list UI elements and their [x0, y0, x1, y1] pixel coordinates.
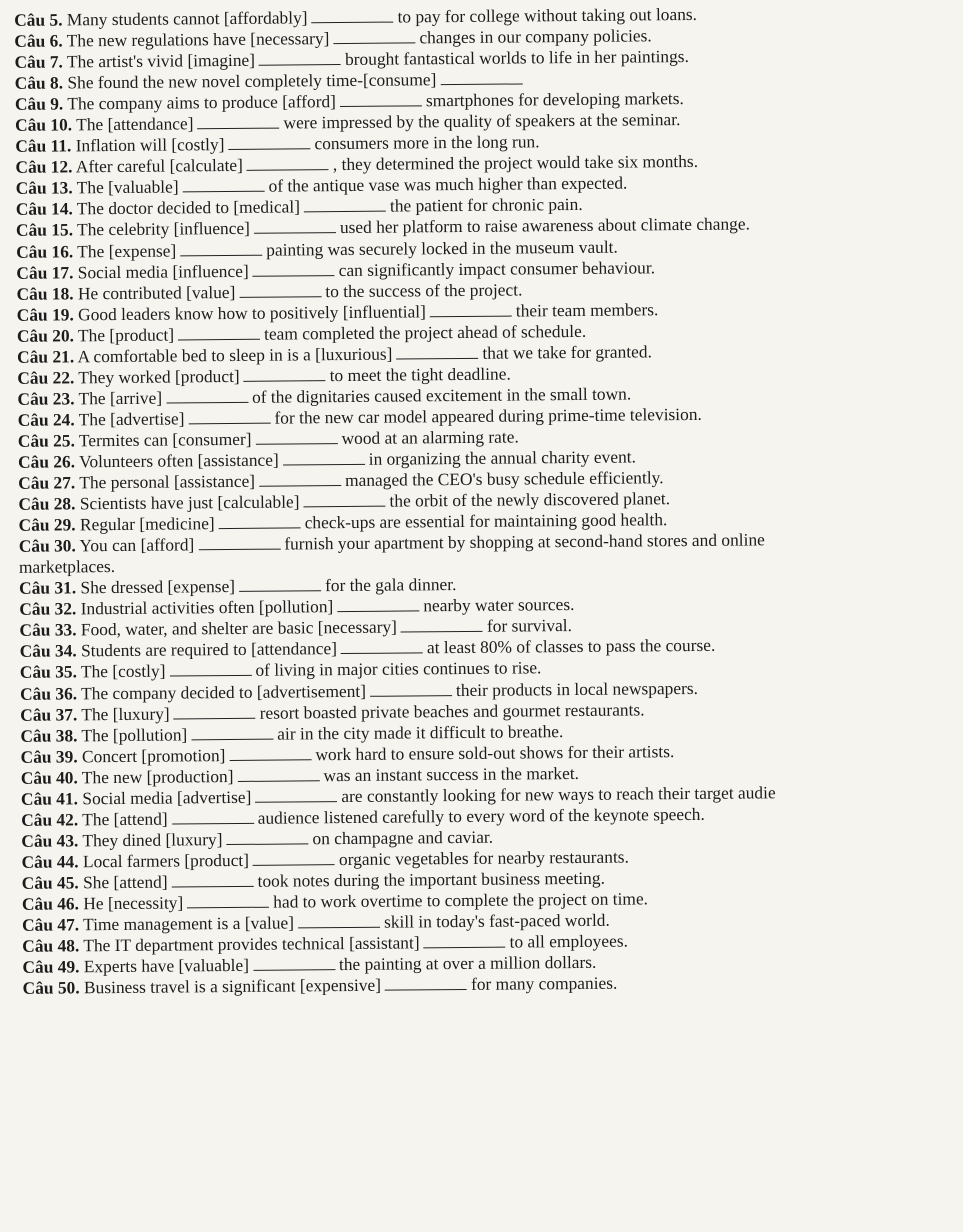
question-text-after: for the new car model appeared during prime-time television.	[274, 403, 702, 428]
question-number: Câu 6.	[14, 30, 63, 51]
answer-blank[interactable]	[188, 410, 270, 425]
question-number: Câu 10.	[15, 114, 73, 136]
question-text-before: The [expense]	[77, 239, 177, 261]
question-number: Câu 17.	[16, 261, 74, 283]
answer-blank[interactable]	[340, 93, 422, 108]
question-text-after: changes in our company policies.	[419, 25, 652, 48]
question-text-before: Food, water, and shelter are basic [necessary]	[80, 616, 398, 640]
question-number: Câu 43.	[21, 830, 79, 851]
answer-blank[interactable]	[169, 662, 251, 677]
question-text-after: that we take for granted.	[482, 341, 652, 363]
question-number: Câu 12.	[15, 156, 73, 178]
question-text-after: the painting at over a million dollars.	[338, 951, 597, 975]
answer-blank[interactable]	[259, 51, 341, 66]
answer-blank[interactable]	[239, 283, 321, 298]
question-text-before: Time management is a [value]	[83, 912, 295, 935]
question-number: Câu 35.	[19, 661, 77, 683]
answer-blank[interactable]	[255, 430, 337, 445]
question-text-after: managed the CEO's busy schedule efficiently.	[344, 467, 664, 491]
question-number: Câu 42.	[21, 809, 79, 830]
question-text-after: to pay for college without taking out loans.	[397, 3, 698, 27]
question-text-before: He [necessity]	[83, 892, 184, 914]
question-number: Câu 11.	[15, 135, 72, 157]
question-text-before: Social media [influence]	[77, 260, 249, 282]
question-text-after: audience listened carefully to every word of the keynote speech.	[257, 803, 705, 828]
answer-blank[interactable]	[229, 746, 311, 761]
question-text-after: work hard to ensure sold-out shows for their artists.	[315, 740, 675, 764]
answer-blank[interactable]	[172, 810, 254, 825]
question-text-before: The [pollution]	[81, 723, 188, 745]
question-text-after: the orbit of the newly discovered planet.	[389, 488, 671, 511]
answer-blank[interactable]	[172, 873, 254, 888]
question-number: Câu 48.	[22, 935, 80, 956]
answer-blank[interactable]	[239, 577, 321, 592]
question-list	[14, 2, 958, 999]
answer-blank[interactable]	[341, 640, 423, 655]
question-number: Câu 23.	[17, 388, 75, 409]
question-text-before: Business travel is a significant [expensive]	[83, 974, 382, 998]
question-text-before: The company aims to produce [afford]	[67, 91, 337, 114]
question-text-after: to all employees.	[509, 930, 628, 952]
answer-blank[interactable]	[401, 618, 483, 633]
question-text-after: consumers more in the long run.	[314, 131, 540, 154]
question-text-before: Regular [medicine]	[79, 513, 215, 535]
answer-blank[interactable]	[255, 788, 337, 803]
question-number: Câu 5.	[14, 9, 63, 30]
question-text-before: She dressed [expense]	[80, 576, 236, 598]
question-number: Câu 25.	[17, 430, 75, 451]
answer-blank[interactable]	[253, 262, 335, 277]
question-text-after: air in the city made it difficult to breathe.	[277, 720, 564, 744]
question-text-before: Industrial activities often [pollution]	[80, 596, 334, 619]
question-number: Câu 45.	[21, 872, 79, 893]
answer-blank[interactable]	[303, 493, 385, 508]
question-number: Câu 50.	[22, 977, 80, 998]
question-text-after: for survival.	[486, 615, 573, 637]
question-text-after: wood at an alarming rate.	[341, 426, 519, 448]
question-text-before: Many students cannot [affordably]	[66, 7, 308, 30]
answer-blank[interactable]	[333, 29, 415, 44]
question-number: Câu 27.	[18, 472, 76, 493]
question-number: Câu 20.	[16, 325, 75, 346]
answer-blank[interactable]	[198, 536, 280, 551]
question-text-before: The celebrity [influence]	[76, 218, 251, 240]
question-text-before: The personal [assistance]	[79, 470, 256, 493]
question-text-before: She found the new novel completely time-[consume]	[67, 69, 437, 93]
question-number: Câu 29.	[18, 514, 76, 535]
question-text-before: After careful [calculate]	[75, 155, 243, 177]
question-number: Câu 8.	[14, 72, 64, 94]
question-number: Câu 26.	[17, 451, 76, 472]
question-text-after: of the dignitaries caused excitement in the small town.	[251, 383, 632, 407]
question-text-before: Local farmers [product]	[82, 849, 250, 872]
question-text-before: The [advertise]	[78, 408, 185, 430]
question-number: Câu 19.	[16, 304, 74, 325]
question-number: Câu 49.	[22, 956, 80, 977]
question-number: Câu 22.	[17, 367, 75, 388]
question-text-after: smartphones for developing markets.	[425, 88, 684, 111]
answer-blank[interactable]	[166, 389, 248, 404]
answer-blank[interactable]	[385, 976, 467, 991]
question-text-before: Students are required to [attendance]	[80, 638, 338, 661]
question-number: Câu 13.	[15, 177, 73, 199]
answer-blank[interactable]	[254, 220, 336, 235]
answer-blank[interactable]	[304, 198, 386, 213]
answer-blank[interactable]	[178, 325, 260, 340]
question-number: Câu 31.	[19, 577, 77, 599]
answer-blank[interactable]	[370, 682, 452, 697]
question-number: Câu 39.	[20, 745, 78, 767]
answer-blank[interactable]	[237, 767, 319, 782]
question-text-after: for the gala dinner.	[324, 574, 457, 596]
question-text-before: You can [afford]	[79, 534, 195, 556]
answer-blank[interactable]	[311, 9, 393, 24]
question-text-before: The artist's vivid [imagine]	[66, 49, 256, 72]
question-text-before: A comfortable bed to sleep in is a [luxurious]	[77, 343, 393, 367]
answer-blank[interactable]	[244, 367, 326, 382]
question-text-after: took notes during the important business meeting.	[257, 867, 605, 891]
question-text-after: resort boasted private beaches and gourmet restaurants.	[259, 698, 645, 723]
question-text-after: their products in local newspapers.	[455, 677, 699, 700]
question-number: Câu 40.	[20, 767, 78, 788]
answer-blank[interactable]	[298, 914, 380, 929]
question-text-after: were impressed by the quality of speakers at the seminar.	[283, 109, 681, 133]
question-text-after: skill in today's fast-paced world.	[383, 909, 610, 932]
question-number: Câu 15.	[15, 219, 74, 241]
question-text-before: The new [production]	[81, 765, 234, 788]
question-text-before: Termites can [consumer]	[78, 428, 252, 451]
answer-blank[interactable]	[219, 515, 301, 530]
question-number: Câu 33.	[19, 619, 77, 641]
question-text-before: The IT department provides technical [assistant]	[83, 932, 420, 956]
question-text-before: They worked [product]	[78, 365, 240, 388]
question-number: Câu 21.	[17, 346, 75, 367]
question-text-after: at least 80% of classes to pass the course.	[426, 635, 716, 658]
question-text-before: She [attend]	[82, 871, 168, 893]
answer-blank[interactable]	[253, 851, 335, 866]
answer-blank[interactable]	[197, 115, 279, 130]
question-text-after: check-ups are essential for maintaining good health.	[304, 509, 668, 533]
answer-blank[interactable]	[183, 178, 265, 193]
answer-blank[interactable]	[259, 472, 341, 487]
question-text-after: can significantly impact consumer behaviour.	[338, 256, 656, 280]
question-text-after: for many companies.	[470, 972, 618, 995]
question-text-before: The doctor decided to [medical]	[76, 196, 301, 219]
question-text-before: The [product]	[77, 324, 175, 346]
question-text-after: are constantly looking for new ways to reach their target audie	[341, 781, 776, 806]
question-number: Câu 30.	[18, 535, 76, 557]
question-text-after: was an instant success in the market.	[323, 762, 580, 785]
answer-blank[interactable]	[247, 156, 329, 171]
question-number: Câu 24.	[17, 409, 75, 430]
question-text-after: team completed the project ahead of schedule.	[263, 320, 587, 344]
question-text-before: Volunteers often [assistance]	[79, 449, 279, 472]
question-number: Câu 7.	[14, 51, 63, 72]
question-text-after: , they determined the project would take six months.	[332, 151, 699, 175]
answer-blank[interactable]	[396, 345, 478, 360]
question-text-before: The [valuable]	[76, 176, 179, 198]
question-text-before: Social media [advertise]	[82, 786, 252, 809]
question-number: Câu 18.	[16, 282, 74, 304]
answer-blank[interactable]	[191, 725, 273, 740]
answer-blank[interactable]	[187, 894, 269, 909]
question-number: Câu 44.	[21, 851, 79, 872]
question-text-after: to meet the tight deadline.	[329, 363, 511, 385]
question-text-before: marketplaces.	[18, 556, 116, 578]
question-text-after: brought fantastical worlds to life in her paintings.	[344, 46, 689, 70]
question-text-before: The [luxury]	[81, 703, 170, 724]
question-text-before: He contributed [value]	[77, 281, 236, 303]
question-text-before: Experts have [valuable]	[83, 954, 250, 977]
question-text-before: Scientists have just [calculable]	[79, 491, 300, 514]
question-number: Câu 28.	[18, 493, 76, 514]
question-number: Câu 38.	[20, 724, 78, 746]
answer-blank[interactable]	[440, 71, 522, 86]
question-number: Câu 34.	[19, 640, 77, 662]
answer-blank[interactable]	[174, 704, 256, 719]
question-text-after: the patient for chronic pain.	[389, 194, 583, 217]
question-number: Câu 32.	[19, 598, 77, 620]
question-number: Câu 41.	[20, 788, 79, 809]
question-text-before: Good leaders know how to positively [influential]	[78, 300, 426, 324]
question-number: Câu 46.	[21, 893, 79, 914]
question-number: Câu 16.	[16, 240, 74, 262]
question-text-before: They dined [luxury]	[82, 828, 223, 851]
question-text-before: The [arrive]	[78, 387, 163, 409]
question-text-after: of the antique vase was much higher than expected.	[268, 172, 628, 197]
question-text-before: The [attend]	[82, 808, 168, 830]
answer-blank[interactable]	[423, 934, 505, 949]
question-text-before: Concert [promotion]	[81, 744, 226, 766]
question-number: Câu 14.	[15, 198, 73, 220]
answer-blank[interactable]	[253, 956, 335, 971]
question-number: Câu 36.	[19, 682, 78, 704]
answer-blank[interactable]	[228, 136, 310, 151]
question-text-after: used her platform to raise awareness about climate change.	[339, 213, 750, 238]
question-text-before: The [costly]	[80, 661, 166, 682]
answer-blank[interactable]	[283, 451, 365, 466]
question-text-after: to the success of the project.	[325, 279, 523, 301]
question-text-before: The company decided to [advertisement]	[81, 680, 367, 703]
question-text-after: of living in major cities continues to rise.	[255, 657, 542, 681]
question-text-before: The [attendance]	[76, 113, 194, 135]
answer-blank[interactable]	[430, 302, 512, 317]
question-number: Câu 47.	[21, 914, 80, 935]
answer-blank[interactable]	[180, 241, 262, 256]
question-text-after: in organizing the annual charity event.	[368, 446, 636, 469]
answer-blank[interactable]	[226, 830, 308, 845]
question-text-after: their team members.	[515, 298, 659, 321]
question-number: Câu 9.	[14, 93, 64, 115]
answer-blank[interactable]	[337, 598, 419, 613]
question-text-before: Inflation will [costly]	[75, 134, 225, 156]
question-text-after: nearby water sources.	[423, 594, 575, 616]
question-text-after: organic vegetables for nearby restaurants.	[338, 846, 629, 869]
question-text-after: furnish your apartment by shopping at second-hand stores and online	[284, 529, 765, 554]
question-text-before: The new regulations have [necessary]	[66, 28, 330, 51]
question-text-after: on champagne and caviar.	[312, 826, 494, 849]
question-number: Câu 37.	[20, 703, 78, 725]
question-text-after: had to work overtime to complete the project on time.	[273, 888, 649, 912]
question-text-after: painting was securely locked in the museum vault.	[266, 236, 618, 260]
